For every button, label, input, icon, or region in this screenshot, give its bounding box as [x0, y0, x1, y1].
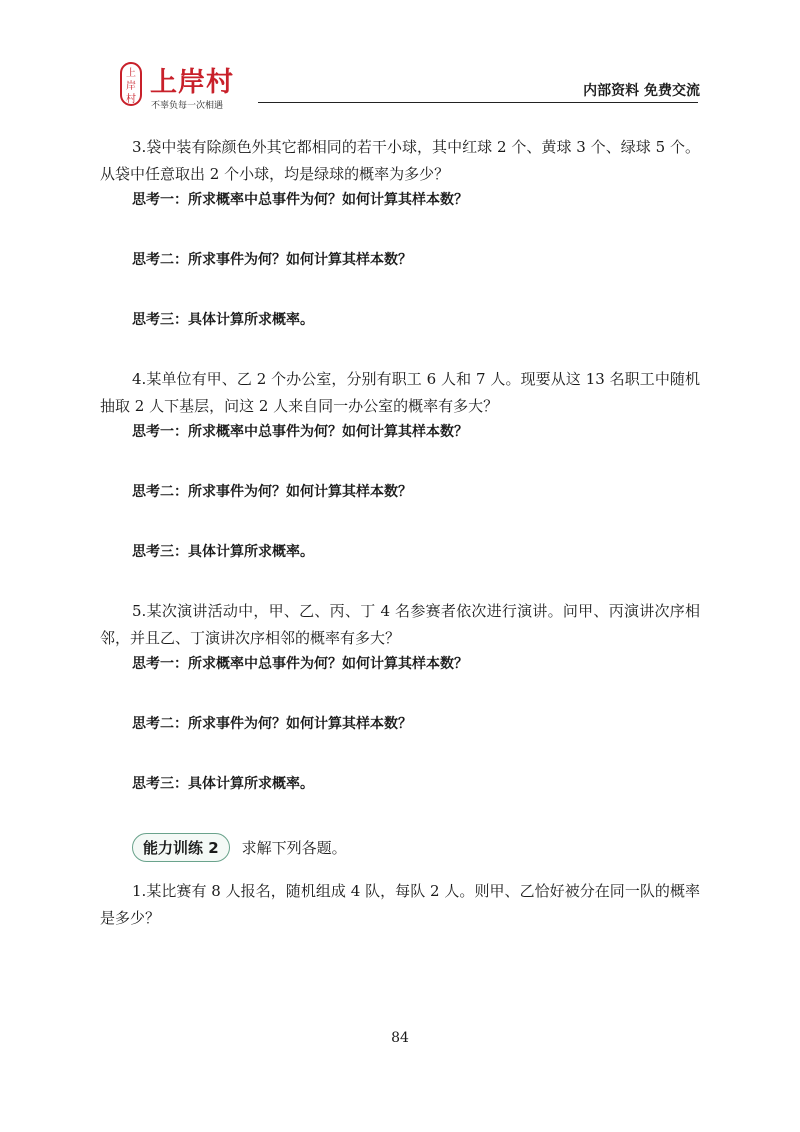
question-4: 4.某单位有甲、乙 2 个办公室，分别有职工 6 人和 7 人。现要从这 13 名职工中随机抽取 2 人下基层，问这 2 人来自同一办公室的概率有多大？ [100, 370, 700, 415]
question-5: 5.某次演讲活动中，甲、乙、丙、丁 4 名参赛者依次进行演讲。问甲、丙演讲次序相邻，并且乙、丁演讲次序相邻的概率有多大？ [100, 602, 700, 647]
think-1: 思考一：所求概率中总事件为何？如何计算其样本数？ [132, 424, 468, 440]
think-1: 思考一：所求概率中总事件为何？如何计算其样本数？ [132, 192, 468, 208]
think-2: 思考二：所求事件为何？如何计算其样本数？ [132, 252, 412, 268]
logo-seal: 上岸村 [120, 62, 142, 106]
training-header [132, 830, 700, 864]
header-right-text: 内部资料 免费交流 [583, 83, 700, 99]
think-3: 思考三：具体计算所求概率。 [132, 312, 314, 328]
header-rule [258, 102, 698, 103]
logo-slogan: 不辜负每一次相遇 [151, 101, 224, 111]
think-3: 思考三：具体计算所求概率。 [132, 776, 314, 792]
question-3: 3.袋中装有除颜色外其它都相同的若干小球，其中红球 2 个、黄球 3 个、绿球 5 个。从袋中任意取出 2 个小球，均是绿球的概率为多少？ [100, 138, 700, 183]
page-content [100, 134, 700, 932]
training-badge: 能力训练 2 [132, 833, 230, 862]
think-2: 思考二：所求事件为何？如何计算其样本数？ [132, 716, 412, 732]
logo-name: 上岸村 [150, 67, 234, 98]
page-number: 84 [391, 1030, 409, 1046]
think-3: 思考三：具体计算所求概率。 [132, 544, 314, 560]
training-desc: 求解下列各题。 [241, 838, 347, 857]
think-1: 思考一：所求概率中总事件为何？如何计算其样本数？ [132, 656, 468, 672]
training-question-1: 1.某比赛有 8 人报名，随机组成 4 队，每队 2 人。则甲、乙恰好被分在同一队的概率是多少？ [100, 882, 700, 927]
think-2: 思考二：所求事件为何？如何计算其样本数？ [132, 484, 412, 500]
